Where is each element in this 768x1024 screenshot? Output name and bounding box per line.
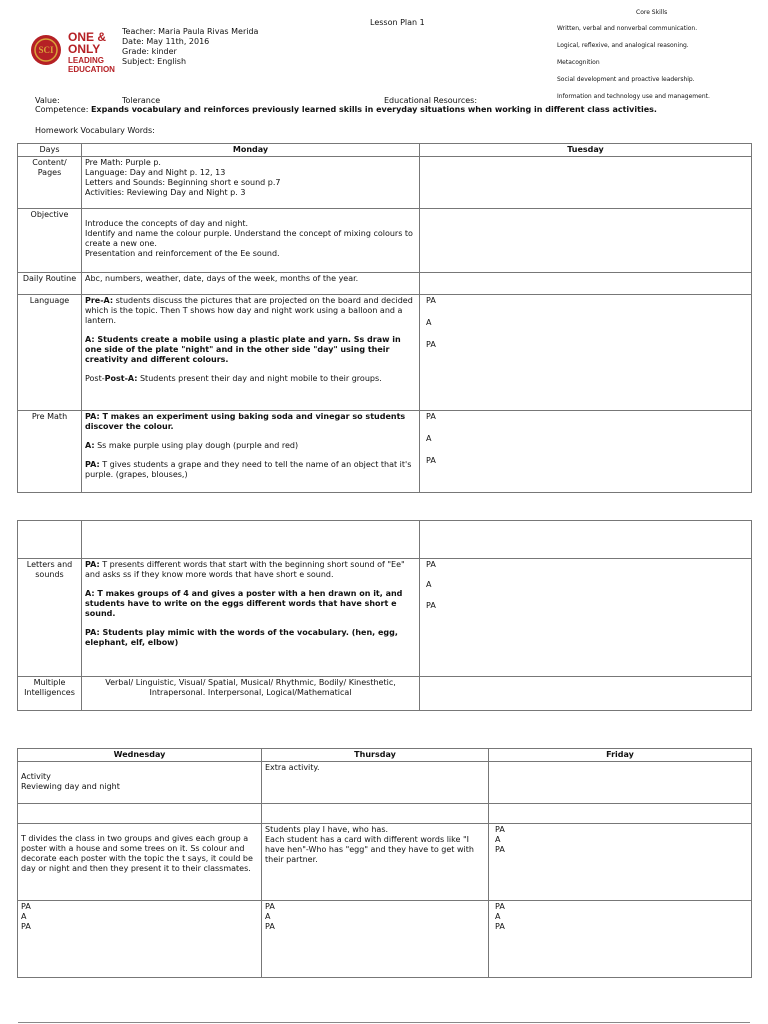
thu-main-text: Each student has a card with different words like "I have hen"-Who has "egg" and they have to get with their partner. (265, 835, 474, 864)
letters-label: Letters and sounds (18, 559, 82, 677)
monday-header: Monday (82, 144, 420, 157)
competence-text: Expands vocabulary and reinforces previously learned skills in everyday situations when working in different class activities. (90, 105, 657, 114)
premath-pa1 (85, 412, 416, 432)
a-text: T makes groups of 4 and gives a poster with a hen drawn on it, and students have to write on the eggs different words that have short e sound. (85, 589, 403, 618)
language-cell (82, 295, 420, 411)
weekly-table-1 (17, 143, 752, 493)
competence (35, 105, 755, 115)
premath-cell (82, 411, 420, 493)
teacher-info (122, 27, 258, 67)
thu-extra-cell: Extra activity. (262, 762, 489, 804)
mark: PA (426, 456, 436, 465)
mark: PA (426, 340, 436, 349)
lesson-title: Lesson Plan 1 (370, 18, 425, 27)
content-line: Language: Day and Night p. 12, 13 (85, 168, 226, 177)
mark: A (495, 912, 501, 921)
value-label: Value: (35, 96, 60, 105)
date: Date: May 11th, 2016 (122, 37, 210, 46)
mark: A (426, 580, 432, 589)
mark: PA (495, 902, 505, 911)
letters-pa2 (85, 628, 416, 648)
blank-cell (489, 804, 752, 824)
content-cell (82, 157, 420, 209)
svg-text:LEADING: LEADING (68, 56, 104, 65)
subject: Subject: English (122, 57, 187, 66)
wed-activity-cell (18, 762, 262, 804)
wed-main-cell (18, 824, 262, 901)
mark: A (426, 434, 432, 443)
footer-divider (18, 1022, 750, 1023)
thu-marks-cell (262, 901, 489, 978)
blank-cell (420, 521, 752, 559)
a-label: A: (85, 335, 95, 344)
svg-text:ONLY: ONLY (68, 42, 101, 56)
school-logo (30, 28, 126, 76)
thursday-header: Thursday (262, 749, 489, 762)
objective-cell (82, 209, 420, 273)
mark: PA (495, 825, 505, 834)
tuesday-letters-cell (420, 559, 752, 677)
a-text: Students create a mobile using a plastic plate and yarn. Ss draw in one side of the plate "night" and in the other side "day" using their creativity and different colours. (85, 335, 401, 364)
premath-label: Pre Math (18, 411, 82, 493)
wed-marks-cell (18, 901, 262, 978)
core-skill-5: Information and technology use and management. (557, 93, 710, 100)
content-line: Activities: Reviewing Day and Night p. 3 (85, 188, 246, 197)
language-activity (85, 335, 416, 365)
a-label: A: (85, 589, 95, 598)
objective-label: Objective (18, 209, 82, 273)
mark: PA (426, 296, 436, 305)
language-label: Language (18, 295, 82, 411)
language-pre-activity (85, 296, 416, 326)
wednesday-header: Wednesday (18, 749, 262, 762)
mark: A (495, 835, 501, 844)
content-line: Letters and Sounds: Beginning short e sound p.7 (85, 178, 281, 187)
teacher: Teacher: Maria Paula Rivas Merida (122, 27, 259, 36)
wed-main-text: T divides the class in two groups and gives each group a poster with a house and some trees on it. Ss colour and decorate each poster with the topic the t says, it could be day or night and then they present it to their classmates. (21, 834, 253, 873)
mark: PA (21, 902, 31, 911)
fri-main-cell (489, 824, 752, 901)
pa-label: PA: (85, 628, 100, 637)
mark: PA (426, 560, 436, 569)
weekly-table-2 (17, 520, 752, 711)
core-skill-4: Social development and proactive leadership. (557, 76, 695, 83)
homework: Homework Vocabulary Words: (35, 126, 155, 135)
objective-line: Identify and name the colour purple. Understand the concept of mixing colours to create a new one. (85, 229, 413, 248)
grade: Grade: kinder (122, 47, 177, 56)
resources-label: Educational Resources: (384, 96, 478, 105)
mi-cell: Verbal/ Linguistic, Visual/ Spatial, Musical/ Rhythmic, Bodily/ Kinesthetic, Intrapersonal. Interpersonal, Logical/Mathematical (82, 677, 420, 711)
wed-activity-title: Activity (21, 772, 51, 781)
premath-a (85, 441, 416, 451)
premath-pa2 (85, 460, 416, 480)
fri-top-cell (489, 762, 752, 804)
mark: PA (426, 412, 436, 421)
content-label: Content/ Pages (18, 157, 82, 209)
core-skill-3: Metacognition (557, 59, 600, 66)
objective-line: Presentation and reinforcement of the Ee sound. (85, 249, 280, 258)
pre-a-text: students discuss the pictures that are projected on the board and decided which is the topic. Then T shows how day and night work using a balloon and a lantern. (85, 296, 413, 325)
pa-text: Students play mimic with the words of the vocabulary. (hen, egg, elephant, elf, elbow) (85, 628, 398, 647)
value: Tolerance (122, 96, 161, 105)
tuesday-language-cell (420, 295, 752, 411)
fri-marks-cell (489, 901, 752, 978)
post-a-label: Post-A: (104, 374, 138, 383)
objective-line: Introduce the concepts of day and night. (85, 219, 249, 228)
mi-label: Multiple Intelligences (18, 677, 82, 711)
thu-main-title: Students play I have, who has. (265, 825, 389, 834)
blank-cell (82, 521, 420, 559)
tuesday-objective-cell (420, 209, 752, 273)
mark: PA (495, 922, 505, 931)
routine-label: Daily Routine (18, 273, 82, 295)
svg-text:EDUCATION: EDUCATION (68, 65, 115, 74)
svg-text:ONE &: ONE & (68, 30, 107, 44)
pre-a-label: Pre-A: (85, 296, 114, 305)
mark: PA (21, 922, 31, 931)
letters-a (85, 589, 416, 619)
wed-activity-sub: Reviewing day and night (21, 782, 120, 791)
core-skill-2: Logical, reflexive, and analogical reasoning. (557, 42, 689, 49)
blank-cell (18, 804, 262, 824)
routine-cell: Abc, numbers, weather, date, days of the week, months of the year. (82, 273, 420, 295)
mark: A (265, 912, 271, 921)
tuesday-content-cell (420, 157, 752, 209)
language-post-activity: Post-Post-A: Students present their day and night mobile to their groups. (85, 374, 382, 383)
tuesday-routine-cell (420, 273, 752, 295)
weekly-table-3 (17, 748, 752, 978)
letters-cell (82, 559, 420, 677)
tuesday-premath-cell (420, 411, 752, 493)
core-skill-1: Written, verbal and nonverbal communication. (557, 25, 698, 32)
svg-text:SCI: SCI (38, 45, 54, 55)
mark: PA (495, 845, 505, 854)
a-text: Ss make purple using play dough (purple and red) (94, 441, 299, 450)
letters-pa1 (85, 560, 416, 580)
mark: A (21, 912, 27, 921)
tuesday-header: Tuesday (420, 144, 752, 157)
pa-text: T gives students a grape and they need to tell the name of an object that it's purple. (grapes, blouses,) (85, 460, 412, 479)
thu-main-cell (262, 824, 489, 901)
core-skills-title: Core Skills (636, 9, 668, 16)
mark: PA (426, 601, 436, 610)
mark: A (426, 318, 432, 327)
days-header: Days (18, 144, 82, 157)
pa-text: T makes an experiment using baking soda and vinegar so students discover the colour. (85, 412, 406, 431)
pa-label: PA: (85, 412, 100, 421)
mark: PA (265, 922, 275, 931)
post-a-text: Students present their day and night mobile to their groups. (137, 374, 382, 383)
competence-label: Competence: (35, 105, 89, 114)
friday-header: Friday (489, 749, 752, 762)
pa-text: T presents different words that start with the beginning short sound of "Ee" and asks ss if they know more words that have short e sound. (85, 560, 405, 579)
mark: PA (265, 902, 275, 911)
pa-label: PA: (85, 560, 100, 569)
blank-cell (262, 804, 489, 824)
content-line: Pre Math: Purple p. (85, 158, 161, 167)
pa-label: PA: (85, 460, 100, 469)
tuesday-mi-cell (420, 677, 752, 711)
blank-cell (18, 521, 82, 559)
a-label: A: (85, 441, 95, 450)
